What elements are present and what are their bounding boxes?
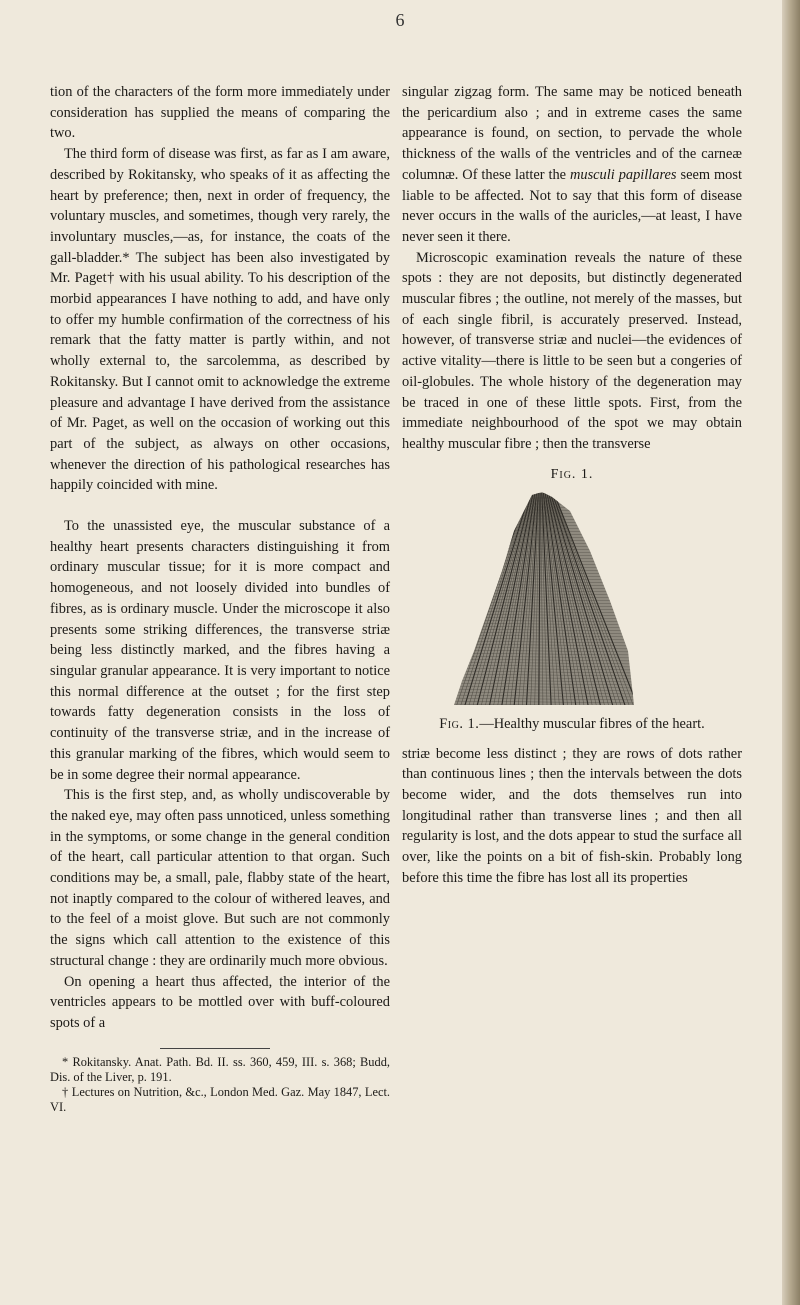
paragraph: To the unassisted eye, the muscular substance of a healthy heart presents characters distinguishing it from ordinary muscular tissue; for it is more compact and homogeneous, and not loosely divided into bundles of fibres, as is ordinary muscle. Under the microscope it also presents some striking differences, the transverse striæ being less distinctly marked, and the fibres having a singular granular appearance. It is very important to notice this normal difference at the outset ; for the first step towards fatty degeneration consists in the loss of continuity of the transverse striæ, and in the increase of this granular marking of the fibres, which would seem to be in some degree their normal appearance. (50, 518, 390, 783)
footnote: † Lectures on Nutrition, &c., London Med. Gaz. May 1847, Lect. VI. (50, 1084, 390, 1114)
footnote-rule (160, 1048, 270, 1049)
paragraph-text: seem most liable to be affected. Not to say that this form of disease never occurs in the walls of the auricles,—at least, I have never seen it there. (402, 166, 742, 245)
figure-label: Fig. 1. (550, 466, 594, 482)
paragraph: The third form of disease was first, as far as I am aware, described by Rokitansky, who speaks of it as affecting the heart by preference; then, next in order of frequency, the voluntary muscles, and sometimes, though very rarely, the involuntary muscles,—as, for instance, the coats of the gall-bladder.* The subject has been also investigated by Mr. Paget† with his usual ability. To his description of the morbid appearances I have nothing to add, and have only to offer my humble confirmation of the correctness of his remark that the fatty matter is partly within, and not wholly external to, the sarcolemma, as described by Rokitansky. But I cannot omit to acknowledge the extreme pleasure and advantage I have derived from the assistance of Mr. Paget, as well on the occasion of working out this part of the subject, as always on other occasions, whenever the direction of his pathological researches has happily coincided with mine. (50, 146, 390, 494)
caption-label: Fig. 1. (439, 715, 480, 732)
right-column (402, 82, 742, 889)
left-column (50, 82, 390, 1115)
figure-caption (402, 715, 742, 734)
italic-term: musculi papillares (569, 166, 677, 183)
paragraph-text: singular zigzag form. The same may be noticed beneath the pericardium also ; and in extreme cases the same appearance is found, on section, to pervade the whole thickness of the walls of the ventricles and of the carneæ columnæ. Of these latter the (402, 84, 742, 183)
paragraph: This is the first step, and, as wholly undiscoverable by the naked eye, may often pass unnoticed, unless something in the symptoms, or some change in the general condition of the heart, call particular attention to that organ. Such conditions may be, a small, pale, flabby state of the heart, not inaptly compared to the colour of withered leaves, and to the feel of a moist glove. But such are not commonly the signs which call attention to the existence of this structural change : they are ordinarily much more obvious. (50, 787, 390, 969)
paragraph: Microscopic examination reveals the nature of these spots : they are not deposits, but distinctly degenerated muscular fibres ; the outline, not merely of the masses, but of each single fibril, is accurately preserved. Instead, however, of transverse striæ and nuclei—the evidences of active vitality—there is little to be seen but a congeries of oil-globules. The whole history of the degeneration may be traced in one of these little spots. First, from the immediate neighbourhood of the spot we may obtain healthy muscular fibre ; then the transverse (402, 249, 742, 452)
paragraph: striæ become less distinct ; they are rows of dots rather than continuous lines ; then the intervals between the dots become wider, and the dots themselves run into longitudinal rather than transverse lines ; and then all regularity is lost, and the dots appear to stud the surface all over, like the points on a bit of fish-skin. Probably long before this time the fibre has lost all its properties (402, 745, 742, 886)
caption-text: —Healthy muscular fibres of the heart. (479, 715, 705, 732)
paragraph: tion of the characters of the form more immediately under consideration has supplied the means of comparing the two. (50, 84, 390, 142)
page-edge-shadow (782, 0, 800, 1305)
muscle-fibre-illustration (402, 491, 742, 709)
paragraph (402, 82, 742, 248)
muscle-fibre-figure (402, 491, 742, 709)
page-number: 6 (395, 10, 405, 30)
paragraph: On opening a heart thus affected, the interior of the ventricles appears to be mottled over with buff-coloured spots of a (50, 973, 390, 1031)
footnote: * Rokitansky. Anat. Path. Bd. II. ss. 360, 459, III. s. 368; Budd, Dis. of the Liver, p. 191. (50, 1054, 390, 1084)
